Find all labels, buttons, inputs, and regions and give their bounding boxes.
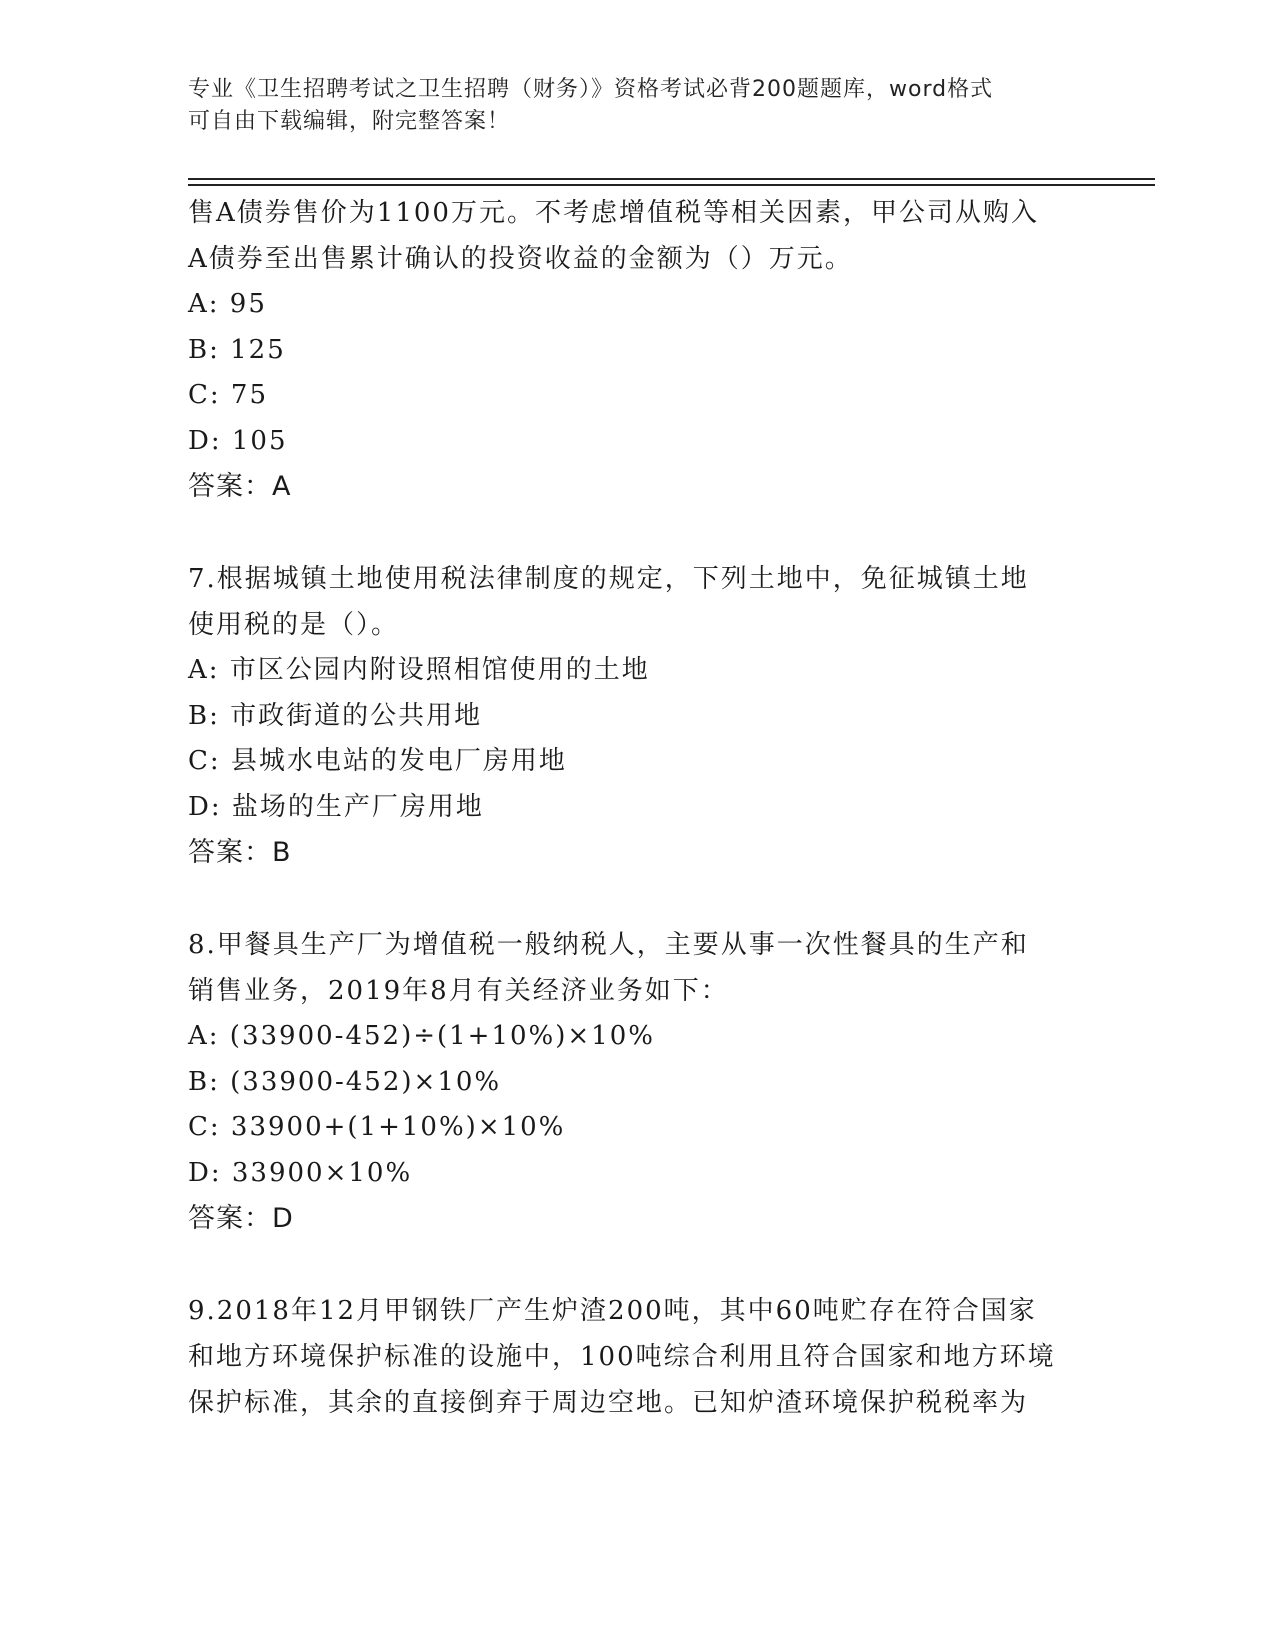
answer-label: 答案：D: [188, 1203, 294, 1234]
header-divider-bottom: [188, 184, 1155, 186]
spacer: [188, 876, 1108, 922]
question-text: 8.甲餐具生产厂为增值税一般纳税人，主要从事一次性餐具的生产和: [188, 930, 1029, 960]
option-c: C: 县城水电站的发电厂房用地: [188, 746, 567, 776]
question-8: [188, 922, 1108, 1242]
question-text: 和地方环境保护标准的设施中，100吨综合利用且符合国家和地方环境: [188, 1342, 1056, 1372]
question-text: 使用税的是（）。: [188, 610, 400, 640]
option-a: A: 95: [188, 289, 267, 319]
option-a: A: (33900-452)÷(1+10%)×10%: [188, 1021, 655, 1051]
answer-label: 答案：A: [188, 471, 292, 502]
question-text: 售A债券售价为1100万元。不考虑增值税等相关因素，甲公司从购入: [188, 198, 1039, 228]
option-d: D: 33900×10%: [188, 1157, 413, 1188]
question-6: [188, 190, 1108, 510]
question-text: A债券至出售累计确认的投资收益的金额为（）万元。: [188, 244, 853, 274]
spacer: [188, 1242, 1108, 1288]
header-divider-top: [188, 178, 1155, 180]
question-list: [188, 190, 1108, 1426]
answer-label: 答案：B: [188, 837, 292, 868]
option-b: B: 市政街道的公共用地: [188, 700, 483, 731]
question-text: 7.根据城镇土地使用税法律制度的规定，下列土地中，免征城镇土地: [188, 564, 1029, 594]
header-title-line-1: 专业《卫生招聘考试之卫生招聘（财务）》资格考试必背200题题库，word格式: [188, 77, 994, 102]
spacer: [188, 510, 1108, 556]
question-9: [188, 1288, 1108, 1426]
option-b: B: 125: [188, 334, 286, 365]
question-text: 保护标准，其余的直接倒弃于周边空地。已知炉渣环境保护税税率为: [188, 1388, 1029, 1418]
header-title-line-2: 可自由下载编辑，附完整答案！: [188, 109, 511, 134]
option-d: D: 105: [188, 425, 288, 456]
option-a: A: 市区公园内附设照相馆使用的土地: [188, 655, 650, 685]
question-7: [188, 556, 1108, 876]
question-text: 9.2018年12月甲钢铁厂产生炉渣200吨，其中60吨贮存在符合国家: [188, 1296, 1037, 1326]
option-c: C: 33900+(1+10%)×10%: [188, 1112, 566, 1142]
option-b: B: (33900-452)×10%: [188, 1066, 502, 1097]
option-d: D: 盐场的生产厂房用地: [188, 791, 484, 822]
question-text: 销售业务，2019年8月有关经济业务如下：: [188, 976, 729, 1006]
option-c: C: 75: [188, 380, 269, 410]
document-header: [188, 74, 1088, 138]
